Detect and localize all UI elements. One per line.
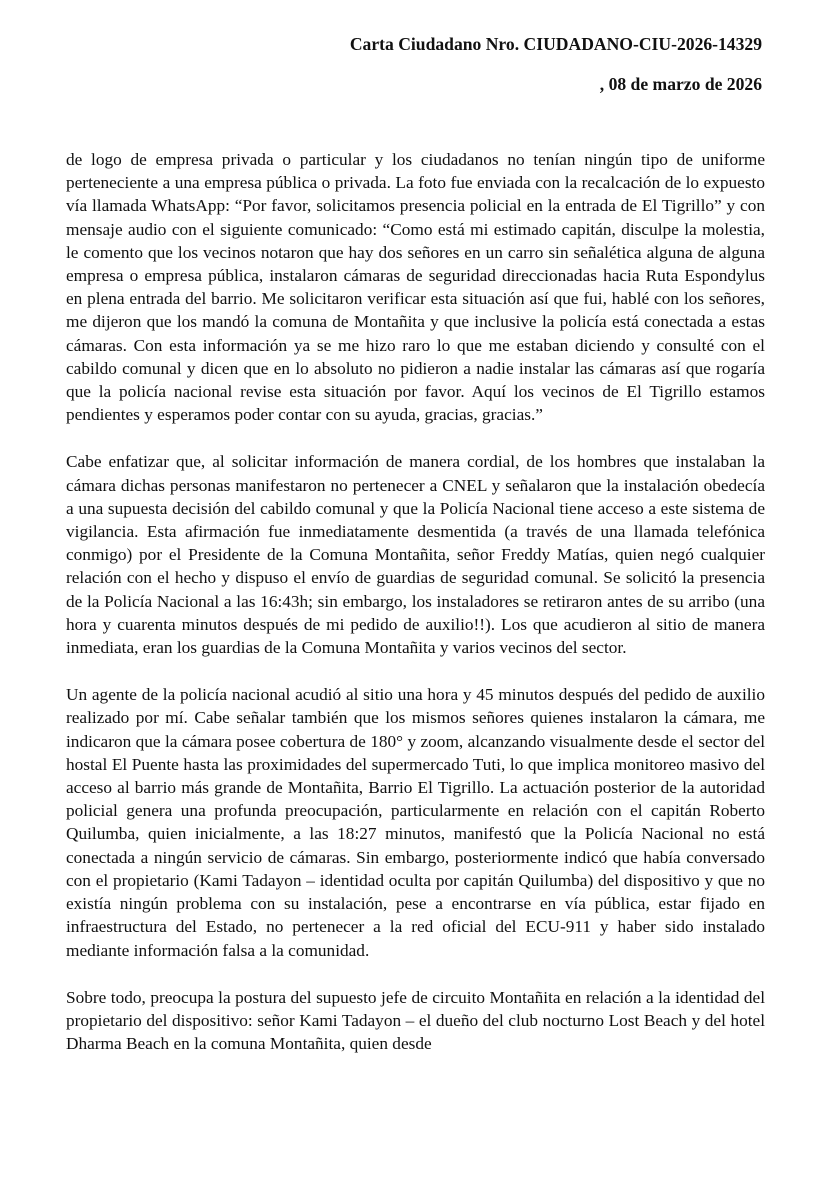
body-paragraph-3: Un agente de la policía nacional acudió al sitio una hora y 45 minutos después del pedido de auxilio realizado por mí. Cabe señalar también que los mismos señores quienes instalaron la cámara, me indicaron que la cámara posee cobertura de 180° y zoom, alcanzando visualmente desde el sector del hostal El Puente hasta las proximidades del supermercado Tuti, lo que implica monitoreo masivo del acceso al barrio más grande de Montañita, Barrio El Tigrillo. La actuación posterior de la autoridad policial genera una profunda preocupación, particularmente en relación con el capitán Roberto Quilumba, quien inicialmente, a las 18:27 minutos, manifestó que la Policía Nacional no está conectada a ningún servicio de cámaras. Sin embargo, posteriormente indicó que había conversado con el propietario (Kami Tadayon – identidad oculta por capitán Quilumba) del dispositivo y que no existía ningún problema con su instalación, pese a encontrarse en vía pública, estar fijado en infraestructura del Estado, no pertenecer a la red oficial del ECU-911 y haber sido instalado mediante información falsa a la comunidad.	[66, 685, 765, 960]
letter-date: , 08 de marzo de 2026	[599, 74, 762, 94]
letter-reference-number: Carta Ciudadano Nro. CIUDADANO-CIU-2026-14329	[349, 34, 762, 54]
letter-body	[66, 148, 765, 1079]
body-paragraph-2: Cabe enfatizar que, al solicitar información de manera cordial, de los hombres que instalaban la cámara dichas personas manifestaron no pertenecer a CNEL y señalaron que la instalación obedecía a una supuesta decisión del cabildo comunal y que la Policía Nacional tiene acceso a este sistema de vigilancia. Esta afirmación fue inmediatamente desmentida (a través de una llamada telefónica conmigo) por el Presidente de la Comuna Montañita, señor Freddy Matías, quien negó cualquier relación con el hecho y dispuso el envío de guardias de seguridad comunal. Se solicitó la presencia de la Policía Nacional a las 16:43h; sin embargo, los instaladores se retiraron antes de su arribo (una hora y cuarenta minutos después de mi pedido de auxilio!!). Los que acudieron al sitio de manera inmediata, eran los guardias de la Comuna Montañita y varios vecinos del sector.	[66, 452, 765, 658]
body-paragraph-4: Sobre todo, preocupa la postura del supuesto jefe de circuito Montañita en relación a la identidad del propietario del dispositivo: señor Kami Tadayon – el dueño del club nocturno Lost Beach y del hotel Dharma Beach en la comuna Montañita, quien desde	[66, 987, 765, 1054]
body-paragraph-1: de logo de empresa privada o particular y los ciudadanos no tenían ningún tipo de uniforme perteneciente a una empresa pública o privada. La foto fue enviada con la recalcación de lo expuesto vía llamada WhatsApp: “Por favor, solicitamos presencia policial en la entrada de El Tigrillo” y con mensaje audio con el siguiente comunicado: “Como está mi estimado capitán, disculpe la molestia, le comento que los vecinos notaron que hay dos señores en un carro sin señalética alguna de alguna empresa o empresa pública, instalaron cámaras de seguridad direccionadas hacia Ruta Espondylus en plena entrada del barrio. Me solicitaron verificar esta situación así que fui, hablé con los señores, me dijeron que los mandó la comuna de Montañita y que inclusive la policía está conectada a estas cámaras. Con esta información ya se me hizo raro lo que me estaban diciendo y consulté con el cabildo comunal y dicen que en lo absoluto no pidieron a nadie instalar las cámaras así que rogaría que la policía nacional revise esta situación por favor. Aquí los vecinos de El Tigrillo estamos pendientes y esperamos poder contar con su ayuda, gracias, gracias.”	[66, 150, 765, 425]
